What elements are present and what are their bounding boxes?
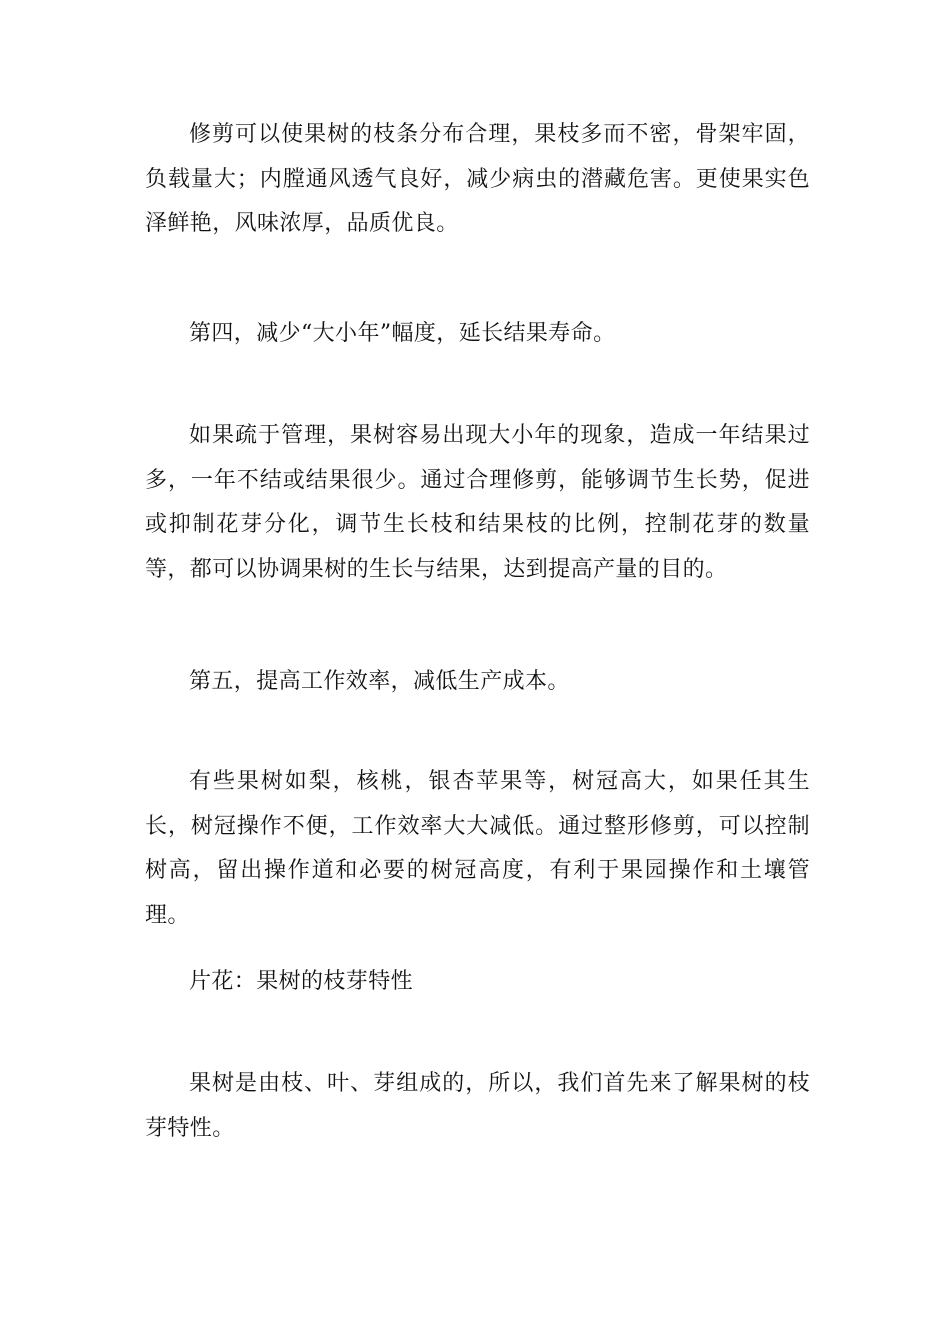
- heading-point-four: 第四，减少“大小年”幅度，延长结果寿命。: [189, 321, 616, 346]
- paragraph-branch-bud-intro: 果树是由枝、叶、芽组成的，所以，我们首先来了解果树的枝芽特性。: [145, 1071, 810, 1141]
- paragraph-pruning-benefits: 修剪可以使果树的枝条分布合理，果枝多而不密，骨架牢固，负载量大；内膛通风透气良好，减少病虫的潜藏危害。更使果实色泽鲜艳，风味浓厚，品质优良。: [145, 122, 810, 236]
- paragraph-big-small-year: 如果疏于管理，果树容易出现大小年的现象，造成一年结果过多，一年不结或结果很少。通过合理修剪，能够调节生长势，促进或抑制花芽分化，调节生长枝和结果枝的比例，控制花芽的数量等，都可以协调果树的生长与结果，达到提高产量的目的。: [145, 423, 810, 582]
- heading-point-five: 第五，提高工作效率，减低生产成本。: [189, 669, 570, 694]
- paragraph-work-efficiency: 有些果树如梨，核桃，银杏苹果等，树冠高大，如果任其生长，树冠操作不便，工作效率大大减低。通过整形修剪，可以控制树高，留出操作道和必要的树冠高度，有利于果园操作和土壤管理。: [145, 769, 810, 928]
- section-title-branch-bud: 片花：果树的枝芽特性: [189, 969, 414, 994]
